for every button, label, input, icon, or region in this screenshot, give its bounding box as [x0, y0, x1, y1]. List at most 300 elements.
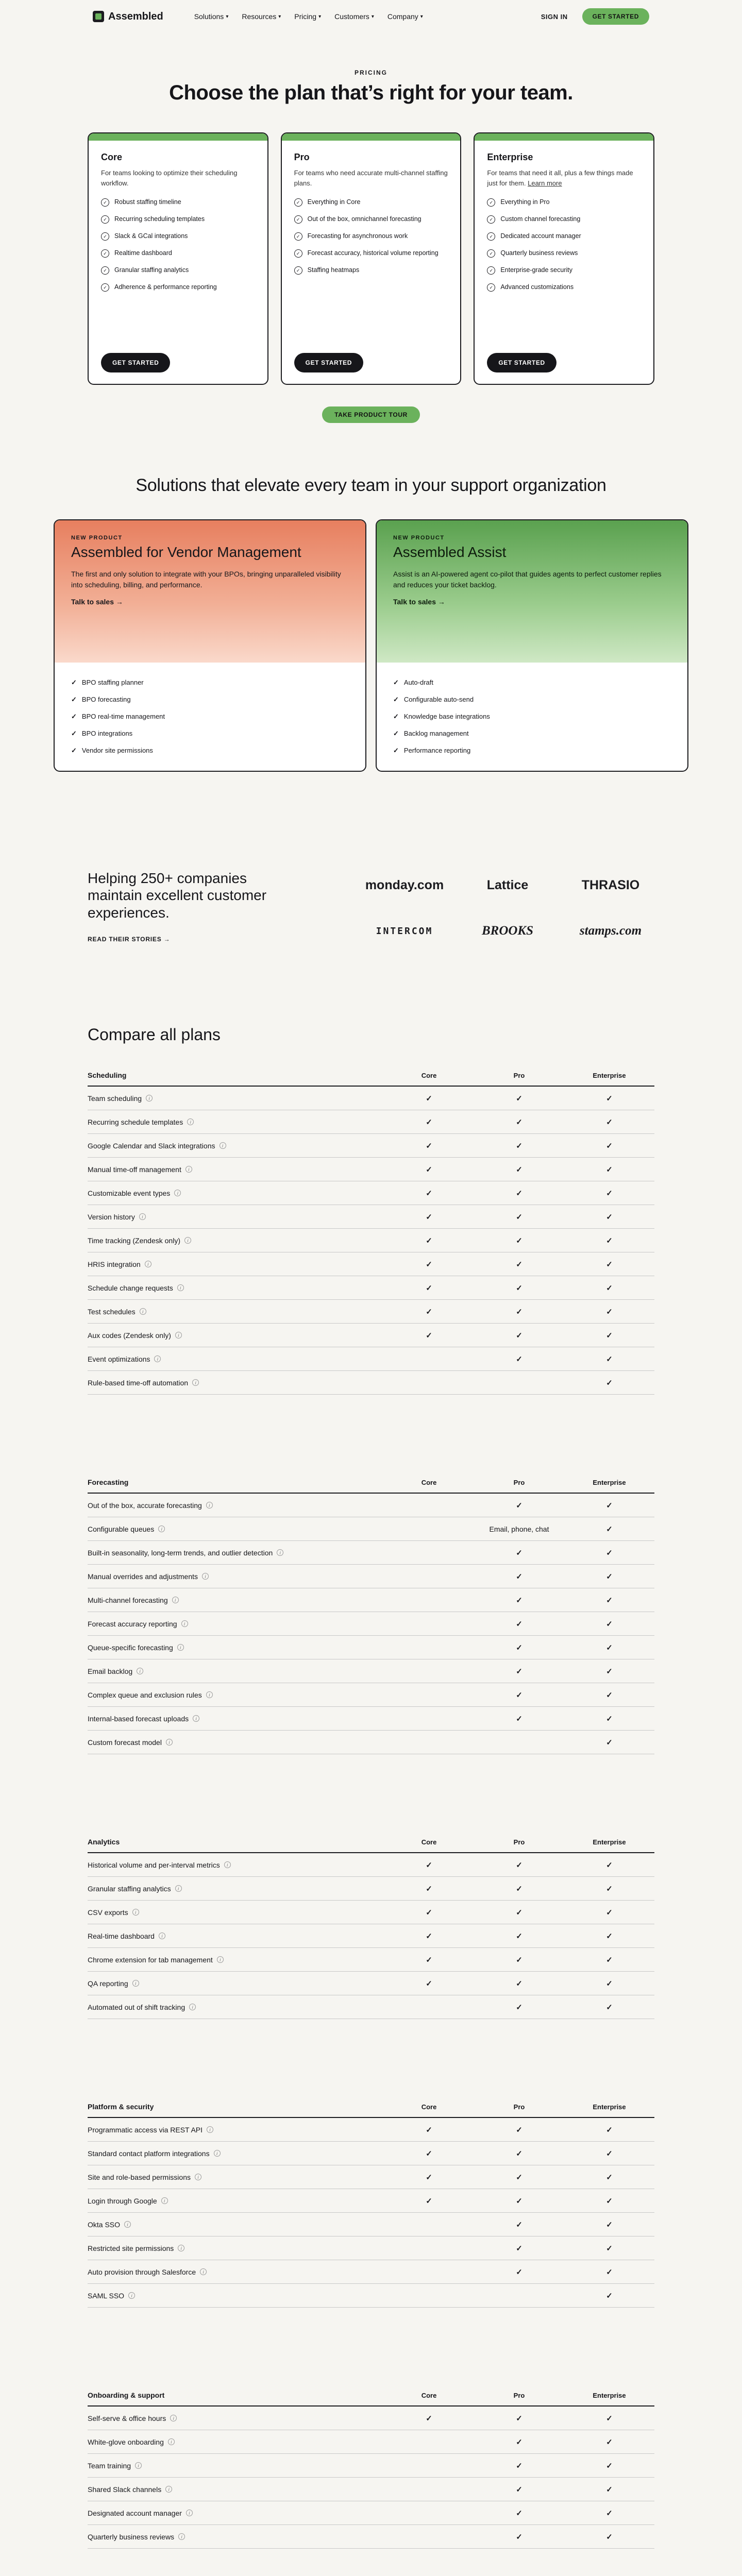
plan-feature [487, 198, 641, 207]
section-spacer [0, 2019, 742, 2076]
check-icon: ✓ [426, 2173, 432, 2182]
feature-cell [88, 1118, 384, 1126]
info-icon[interactable]: i [193, 1715, 199, 1722]
table-row [88, 2118, 654, 2142]
info-icon[interactable]: i [220, 1142, 226, 1149]
info-icon[interactable]: i [128, 2292, 135, 2299]
check-icon: ✓ [516, 2149, 522, 2158]
plan-description: For teams who need accurate multi-channel staffing plans. [294, 169, 448, 187]
info-icon[interactable]: i [277, 1549, 283, 1556]
table-row [88, 1853, 654, 1877]
plan-card-body [282, 141, 461, 286]
plan-feature-label: Realtime dashboard [114, 249, 172, 257]
plan-feature-label: Forecast accuracy, historical volume reporting [307, 249, 439, 257]
check-circle-icon: ✓ [487, 198, 495, 207]
plan-feature [294, 249, 448, 258]
plan-feature [101, 198, 255, 207]
feature-label: Configurable queues [88, 1524, 155, 1533]
info-icon[interactable]: i [166, 1739, 173, 1745]
info-icon[interactable]: i [158, 1526, 165, 1532]
section-spacer [0, 1754, 742, 1811]
feature-cell [88, 1620, 384, 1628]
section-spacer [0, 2549, 742, 2576]
feature-cell [88, 1667, 384, 1675]
feature-cell [88, 1596, 384, 1604]
table-row [88, 2501, 654, 2525]
plan-feature [101, 283, 255, 292]
info-icon[interactable]: i [195, 2174, 201, 2180]
check-icon: ✓ [516, 1572, 522, 1581]
check-icon: ✓ [516, 1860, 522, 1870]
talk-to-sales-link[interactable]: Talk to sales → [71, 597, 123, 606]
check-icon: ✓ [606, 2220, 613, 2229]
info-icon[interactable]: i [206, 1502, 213, 1509]
check-icon: ✓ [426, 1931, 432, 1941]
sign-in-link[interactable]: SIGN IN [541, 12, 568, 21]
solution-feature: ✓ Vendor site permissions [71, 747, 349, 755]
plan-feature [294, 266, 448, 275]
feature-cell [88, 2462, 384, 2470]
compare-table [88, 1065, 654, 1395]
compare-column-header: Enterprise [593, 1838, 626, 1846]
info-icon[interactable]: i [185, 1166, 192, 1173]
check-icon: ✓ [516, 1690, 522, 1700]
plan-card-body [475, 141, 653, 303]
info-icon[interactable]: i [165, 2486, 172, 2493]
plan-feature-label: Slack & GCal integrations [114, 232, 188, 240]
feature-cell [88, 1525, 384, 1533]
enterprise-get-started-button[interactable]: GET STARTED [487, 353, 556, 372]
plan-feature [487, 215, 641, 224]
check-icon: ✓ [426, 1283, 432, 1293]
feature-label: Restricted site permissions [88, 2244, 174, 2252]
check-icon: ✓ [516, 1931, 522, 1941]
plan-feature [294, 232, 448, 241]
solution-feature-list [377, 663, 687, 762]
table-row [88, 1347, 654, 1371]
info-icon[interactable]: i [187, 1118, 194, 1125]
check-icon: ✓ [606, 1643, 613, 1652]
check-icon: ✓ [606, 1212, 613, 1222]
compare-column-header: Pro [513, 1071, 525, 1079]
table-row [88, 1995, 654, 2019]
check-icon: ✓ [606, 1283, 613, 1293]
info-icon[interactable]: i [214, 2150, 221, 2157]
feature-label: Designated account manager [88, 2509, 182, 2517]
feature-label: Standard contact platform integrations [88, 2149, 210, 2158]
feature-cell [88, 2438, 384, 2446]
table-row [88, 1731, 654, 1754]
plan-feature [294, 215, 448, 224]
feature-label: Multi-channel forecasting [88, 1596, 168, 1604]
info-icon[interactable]: i [124, 2221, 131, 2228]
logos-intro [88, 870, 294, 943]
feature-label: Built-in seasonality, long-term trends, and outlier detection [88, 1548, 273, 1557]
feature-label: Internal-based forecast uploads [88, 1714, 189, 1723]
check-icon: ✓ [606, 1690, 613, 1700]
table-row [88, 1683, 654, 1707]
check-circle-icon: ✓ [101, 198, 109, 207]
logo-grid [361, 874, 654, 943]
check-circle-icon: ✓ [101, 215, 109, 224]
check-icon: ✓ [606, 2149, 613, 2158]
feature-cell [88, 1236, 384, 1245]
feature-cell [88, 1956, 384, 1964]
check-icon: ✓ [606, 1524, 613, 1534]
table-row [88, 1276, 654, 1300]
feature-label: Email backlog [88, 1667, 133, 1675]
info-icon[interactable]: i [224, 1861, 231, 1868]
info-icon[interactable]: i [206, 1691, 213, 1698]
info-icon[interactable]: i [135, 2462, 142, 2469]
feature-label: Quarterly business reviews [88, 2532, 175, 2541]
check-icon: ✓ [606, 2244, 613, 2253]
feature-cell [88, 1861, 384, 1869]
feature-label: Recurring schedule templates [88, 1117, 183, 1126]
nav-pricing[interactable]: Pricing ▾ [294, 12, 321, 21]
feature-cell [88, 1142, 384, 1150]
learn-more-link[interactable]: Learn more [528, 179, 562, 187]
check-icon: ✓ [516, 2437, 522, 2447]
check-circle-icon: ✓ [294, 232, 302, 241]
take-product-tour-button[interactable]: TAKE PRODUCT TOUR [322, 406, 420, 423]
table-row [88, 1324, 654, 1347]
table-row [88, 1877, 654, 1901]
feature-label: QA reporting [88, 1979, 128, 1988]
info-icon[interactable]: i [175, 1332, 182, 1338]
check-icon: ✓ [606, 2291, 613, 2300]
check-icon: ✓ [426, 1094, 432, 1103]
plan-cards [88, 132, 654, 385]
check-icon: ✓ [606, 1501, 613, 1510]
feature-cell [88, 2509, 384, 2517]
check-circle-icon: ✓ [101, 249, 109, 258]
check-circle-icon: ✓ [487, 283, 495, 292]
check-icon: ✓ [606, 2532, 613, 2541]
logos-title: Helping 250+ companies maintain excellent customer experiences. [88, 870, 267, 921]
compare-tables [0, 1065, 742, 2576]
check-icon: ✓ [516, 2003, 522, 2012]
solution-feature: ✓ BPO staffing planner [71, 679, 349, 687]
check-circle-icon: ✓ [487, 215, 495, 224]
check-icon: ✓ [516, 1094, 522, 1103]
feature-cell [88, 1284, 384, 1292]
table-row [88, 1158, 654, 1181]
check-icon: ✓ [606, 2003, 613, 2012]
plan-name: Pro [294, 152, 310, 162]
feature-label: Manual overrides and adjustments [88, 1572, 198, 1581]
check-icon: ✓ [426, 1979, 432, 1988]
feature-label: HRIS integration [88, 1260, 141, 1268]
info-icon[interactable]: i [139, 1213, 146, 1220]
table-row [88, 1110, 654, 1134]
pricing-eyebrow: PRICING [354, 69, 387, 76]
check-icon: ✓ [516, 1714, 522, 1723]
plan-feature-label: Everything in Core [307, 198, 361, 206]
plan-card-accent [282, 133, 461, 141]
brand-name: Assembled [108, 10, 163, 22]
check-icon: ✓ [606, 2461, 613, 2470]
plan-card-body [89, 141, 267, 303]
table-row [88, 1181, 654, 1205]
feature-label: Team training [88, 2461, 131, 2470]
info-icon[interactable]: i [132, 1909, 139, 1916]
plan-feature-label: Recurring scheduling templates [114, 215, 205, 223]
solution-feature-list [55, 663, 365, 762]
info-icon[interactable]: i [177, 1644, 184, 1651]
table-row [88, 2454, 654, 2478]
new-product-kicker: NEW PRODUCT [393, 534, 445, 541]
check-icon: ✓ [516, 2414, 522, 2423]
check-icon: ✓ [516, 2509, 522, 2518]
table-row [88, 1252, 654, 1276]
nav-customers[interactable]: Customers ▾ [334, 12, 374, 21]
compare-table-header [88, 2385, 654, 2406]
check-icon: ✓ [516, 1596, 522, 1605]
feature-cell [88, 1979, 384, 1988]
talk-to-sales-link[interactable]: Talk to sales → [393, 597, 445, 606]
check-circle-icon: ✓ [487, 249, 495, 258]
compare-column-header: Enterprise [593, 1478, 626, 1486]
check-circle-icon: ✓ [101, 232, 109, 241]
feature-cell [88, 1715, 384, 1723]
info-icon[interactable]: i [140, 1308, 146, 1315]
info-icon[interactable]: i [137, 1668, 143, 1674]
check-icon: ✓ [516, 2220, 522, 2229]
intercom-logo: INTERCOM [376, 925, 433, 937]
compare-table-header [88, 1832, 654, 1853]
feature-label: Version history [88, 1212, 135, 1221]
check-icon: ✓ [606, 1141, 613, 1150]
check-icon: ✓ [606, 1094, 613, 1103]
plan-feature [294, 198, 448, 207]
read-stories-link[interactable]: READ THEIR STORIES → [88, 936, 171, 943]
check-icon: ✓ [516, 1548, 522, 1557]
plan-description [487, 168, 641, 190]
table-row [88, 2165, 654, 2189]
feature-label: Custom forecast model [88, 1738, 162, 1747]
table-row [88, 1972, 654, 1995]
check-icon: ✓ [606, 2173, 613, 2182]
nav-resources[interactable]: Resources ▾ [242, 12, 281, 21]
check-icon: ✓ [516, 2485, 522, 2494]
compare-column-header: Core [421, 1838, 437, 1846]
info-icon[interactable]: i [170, 2415, 177, 2421]
plan-feature-label: Forecasting for asynchronous work [307, 232, 408, 240]
check-icon: ✓ [606, 1955, 613, 1964]
plan-feature-label: Robust staffing timeline [114, 198, 181, 206]
feature-cell [88, 1355, 384, 1363]
feature-cell [88, 1165, 384, 1174]
solution-feature: ✓ BPO forecasting [71, 696, 349, 704]
top-nav [0, 0, 742, 33]
info-icon[interactable]: i [202, 1573, 209, 1580]
solution-feature: ✓ Configurable auto-send [393, 696, 671, 704]
check-icon: ✓ [426, 1908, 432, 1917]
info-icon[interactable]: i [178, 2245, 184, 2251]
compare-table-header [88, 1065, 654, 1087]
info-icon[interactable]: i [189, 2004, 196, 2010]
feature-label: Site and role-based permissions [88, 2173, 191, 2181]
core-get-started-button[interactable]: GET STARTED [101, 353, 170, 372]
info-icon[interactable]: i [207, 2126, 213, 2133]
feature-label: Shared Slack channels [88, 2485, 162, 2494]
section-spacer [0, 2308, 742, 2364]
feature-cell [88, 1643, 384, 1652]
nav-company[interactable]: Company ▾ [387, 12, 423, 21]
solution-feature: ✓ Performance reporting [393, 747, 671, 755]
plan-feature-label: Staffing heatmaps [307, 266, 360, 274]
feature-label: Google Calendar and Slack integrations [88, 1141, 215, 1150]
plan-description: For teams looking to optimize their scheduling workflow. [101, 169, 238, 187]
check-icon: ✓ [426, 1955, 432, 1964]
table-row [88, 1901, 654, 1924]
check-icon: ✓ [516, 2532, 522, 2541]
lattice-logo: Lattice [486, 878, 529, 893]
check-icon: ✓ [606, 1596, 613, 1605]
plan-card-core [88, 132, 268, 385]
check-icon: ✓ [516, 1189, 522, 1198]
check-icon: ✓ [426, 1212, 432, 1222]
plan-name: Enterprise [487, 152, 533, 162]
feature-label: Rule-based time-off automation [88, 1378, 189, 1387]
plan-card-accent [475, 133, 653, 141]
info-icon[interactable]: i [175, 1885, 182, 1892]
table-row [88, 1565, 654, 1588]
compare-column-header: Core [421, 2103, 437, 2111]
plan-card-enterprise [474, 132, 654, 385]
vendor-management-card [54, 519, 366, 772]
check-icon: ✓ [516, 1667, 522, 1676]
plan-card-pro [281, 132, 462, 385]
info-icon[interactable]: i [161, 2197, 168, 2204]
check-circle-icon: ✓ [487, 266, 495, 275]
nav-links [194, 12, 423, 21]
check-icon: ✓ [426, 1141, 432, 1150]
solution-name: Assembled Assist [393, 544, 507, 560]
info-icon[interactable]: i [177, 1284, 184, 1291]
table-row [88, 1707, 654, 1731]
check-circle-icon: ✓ [294, 198, 302, 207]
info-icon[interactable]: i [132, 1980, 139, 1987]
info-icon[interactable]: i [145, 1261, 151, 1267]
check-icon: ✓ [606, 2267, 613, 2277]
info-icon[interactable]: i [146, 1095, 153, 1101]
info-icon[interactable]: i [154, 1355, 161, 1362]
feature-cell [88, 2268, 384, 2276]
feature-cell [88, 1308, 384, 1316]
table-row [88, 1636, 654, 1659]
solution-name: Assembled for Vendor Management [71, 544, 301, 560]
nav-solutions[interactable]: Solutions ▾ [194, 12, 229, 21]
check-icon: ✓ [426, 2414, 432, 2423]
brand-logo[interactable] [93, 11, 163, 23]
feature-cell [88, 1260, 384, 1268]
info-icon[interactable]: i [184, 1237, 191, 1244]
feature-label: Login through Google [88, 2196, 157, 2205]
check-icon: ✓ [426, 1260, 432, 1269]
plan-feature-label: Everything in Pro [500, 198, 550, 206]
check-icon: ✓ [606, 1165, 613, 1174]
assembled-logo-icon [93, 11, 104, 22]
check-icon: ✓ [516, 1354, 522, 1364]
check-icon: ✓ [606, 1307, 613, 1316]
feature-cell [88, 2485, 384, 2494]
check-icon: ✓ [516, 1212, 522, 1222]
info-icon[interactable]: i [181, 1620, 188, 1627]
compare-column-header: Enterprise [593, 1071, 626, 1079]
table-row [88, 2142, 654, 2165]
feature-cell [88, 1885, 384, 1893]
compare-table-header [88, 1472, 654, 1494]
compare-column-header: Enterprise [593, 2391, 626, 2399]
feature-label: SAML SSO [88, 2291, 125, 2300]
plan-feature-label: Quarterly business reviews [500, 249, 578, 257]
feature-cell [88, 1501, 384, 1510]
feature-label: Programmatic access via REST API [88, 2125, 203, 2134]
compare-table-header [88, 2096, 654, 2118]
check-icon: ✓ [516, 1307, 522, 1316]
check-icon: ✓ [606, 1884, 613, 1893]
info-icon[interactable]: i [200, 2268, 207, 2275]
check-icon: ✓ [516, 1908, 522, 1917]
table-row [88, 2260, 654, 2284]
info-icon[interactable]: i [192, 1379, 199, 1386]
check-icon: ✓ [516, 1283, 522, 1293]
check-icon: ✓ [516, 2244, 522, 2253]
compare-column-header: Pro [513, 2391, 525, 2399]
page-title: Choose the plan that’s right for your team. [169, 81, 573, 104]
check-icon: ✓ [516, 1979, 522, 1988]
feature-label: Time tracking (Zendesk only) [88, 1236, 180, 1245]
plan-feature [101, 249, 255, 258]
info-icon[interactable]: i [178, 2533, 185, 2540]
solution-card-header [55, 520, 365, 663]
pro-get-started-button[interactable]: GET STARTED [294, 353, 363, 372]
feature-cell [88, 1189, 384, 1197]
new-product-kicker: NEW PRODUCT [71, 534, 123, 541]
check-icon: ✓ [516, 1501, 522, 1510]
check-icon: ✓ [426, 1860, 432, 1870]
info-icon[interactable]: i [174, 1190, 181, 1196]
info-icon[interactable]: i [168, 2438, 175, 2445]
feature-label: Out of the box, accurate forecasting [88, 1501, 202, 1510]
plan-feature-label: Advanced customizations [500, 283, 574, 291]
info-icon[interactable]: i [172, 1597, 179, 1603]
info-icon[interactable]: i [186, 2510, 193, 2516]
check-icon: ✓ [516, 1619, 522, 1629]
feature-label: Automated out of shift tracking [88, 2003, 185, 2011]
feature-cell [88, 2533, 384, 2541]
info-icon[interactable]: i [217, 1956, 224, 1963]
solution-cards [54, 519, 688, 772]
feature-label: Chrome extension for tab management [88, 1955, 213, 1964]
check-circle-icon: ✓ [487, 232, 495, 241]
check-icon: ✓ [606, 2196, 613, 2206]
feature-cell [88, 1572, 384, 1581]
check-icon: ✓ [516, 1236, 522, 1245]
check-icon: ✓ [516, 2196, 522, 2206]
get-started-button[interactable]: GET STARTED [582, 8, 649, 25]
feature-cell [88, 1738, 384, 1747]
feature-label: Customizable event types [88, 1189, 171, 1197]
table-row [88, 1205, 654, 1229]
info-icon[interactable]: i [159, 1933, 165, 1939]
table-row [88, 1588, 654, 1612]
plan-feature [487, 232, 641, 241]
compare-column-header: Pro [513, 1478, 525, 1486]
table-row [88, 2189, 654, 2213]
